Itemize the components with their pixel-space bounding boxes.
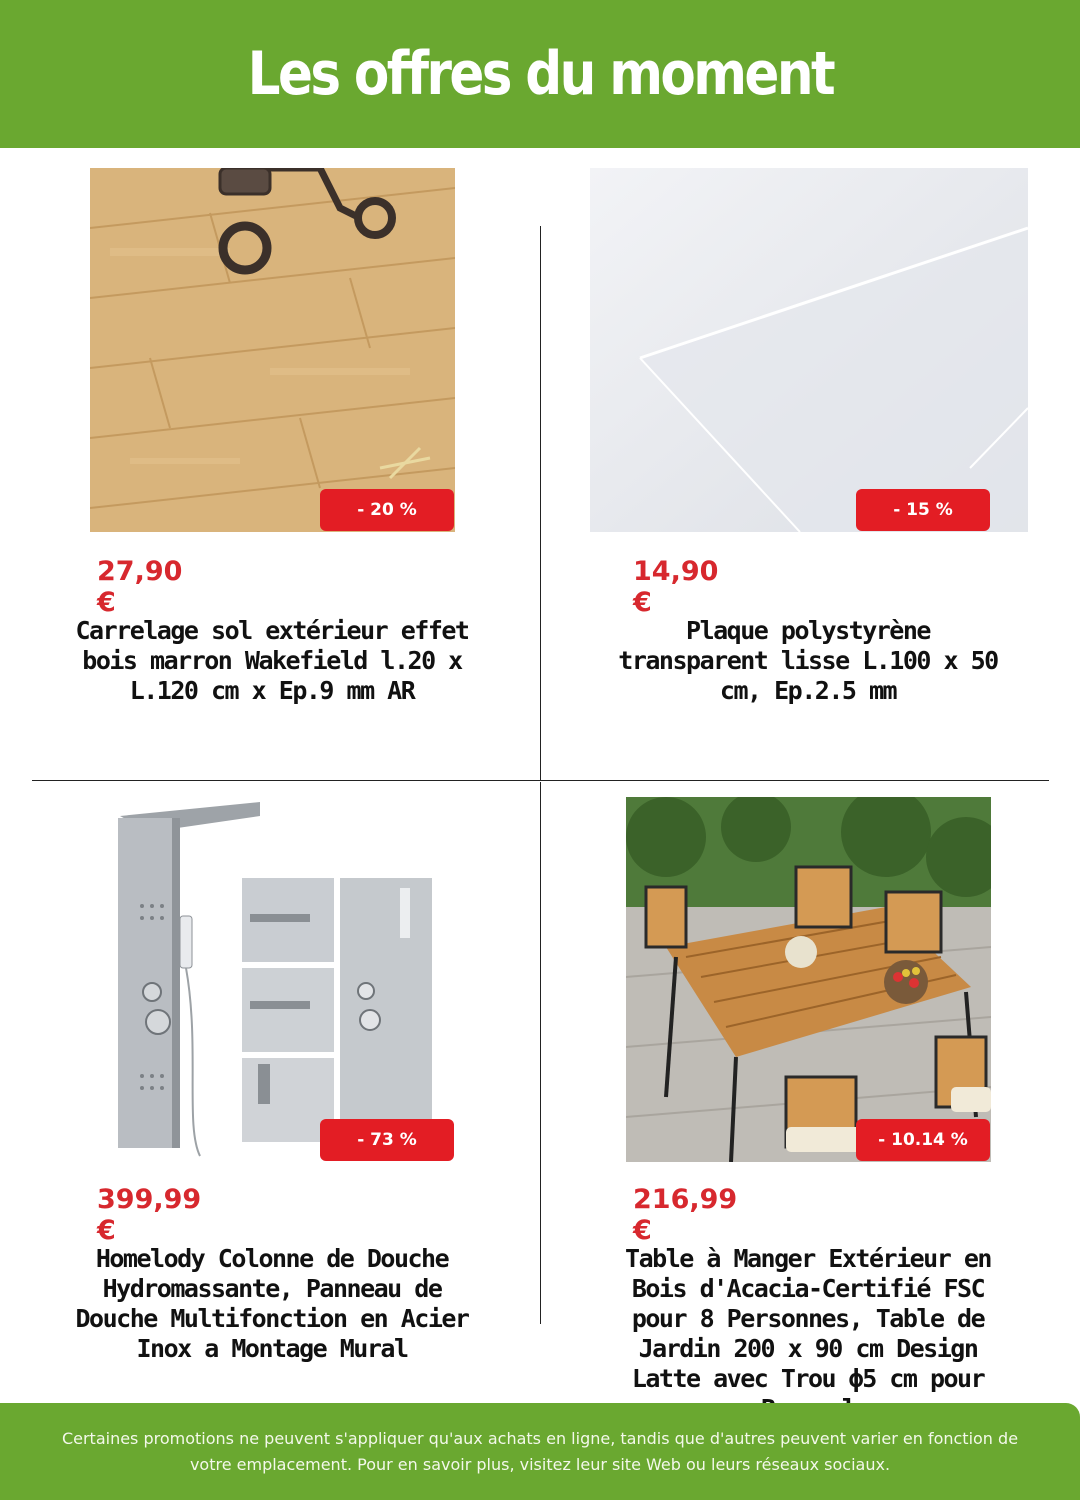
divider-vertical-bottom [540, 782, 541, 1324]
product-title[interactable]: Carrelage sol extérieur effet bois marron Wakefield l.20 x L.120 cm x Ep.9 mm AR [75, 616, 469, 705]
product-image-wood-floor[interactable] [90, 168, 455, 532]
divider-vertical-top [540, 226, 541, 780]
page-title: Les offres du moment [247, 39, 833, 109]
product-title[interactable]: Plaque polystyrène transparent lisse L.100 x 50 cm, Ep.2.5 mm [618, 616, 998, 705]
product-image-polystyrene[interactable] [590, 168, 1028, 532]
divider-horizontal [32, 780, 1049, 781]
product-price: 399,99 € [97, 1184, 202, 1246]
footer-disclaimer: Certaines promotions ne peuvent s'appliquer qu'aux achats en ligne, tandis que d'autres peuvent varier en fonction de votre emplacement. Pour en savoir plus, visitez leur site Web ou leurs réseaux sociaux. [61, 1428, 1019, 1474]
product-title[interactable]: Table à Manger Extérieur en Bois d'Acacia-Certifié FSC pour 8 Personnes, Table de Jardin 200 x 90 cm Design Latte avec Trou ϕ5 cm pour [625, 1244, 991, 1393]
product-title[interactable]: Homelody Colonne de Douche Hydromassante, Panneau de Douche Multifonction en Acier Inox a Montage Mural [75, 1244, 469, 1363]
discount-badge: - 15 % [856, 489, 990, 531]
footer-disclaimer-bar [0, 1403, 1080, 1500]
product-image-garden-table[interactable] [626, 797, 991, 1162]
product-price: 14,90 € [633, 556, 719, 618]
product-price: 216,99 € [633, 1184, 738, 1246]
discount-badge: - 73 % [320, 1119, 454, 1161]
discount-badge: - 20 % [320, 489, 454, 531]
page-header [0, 0, 1080, 148]
product-image-shower-column[interactable] [90, 796, 455, 1161]
product-price: 27,90 € [97, 556, 183, 618]
discount-badge: - 10.14 % [856, 1119, 990, 1161]
